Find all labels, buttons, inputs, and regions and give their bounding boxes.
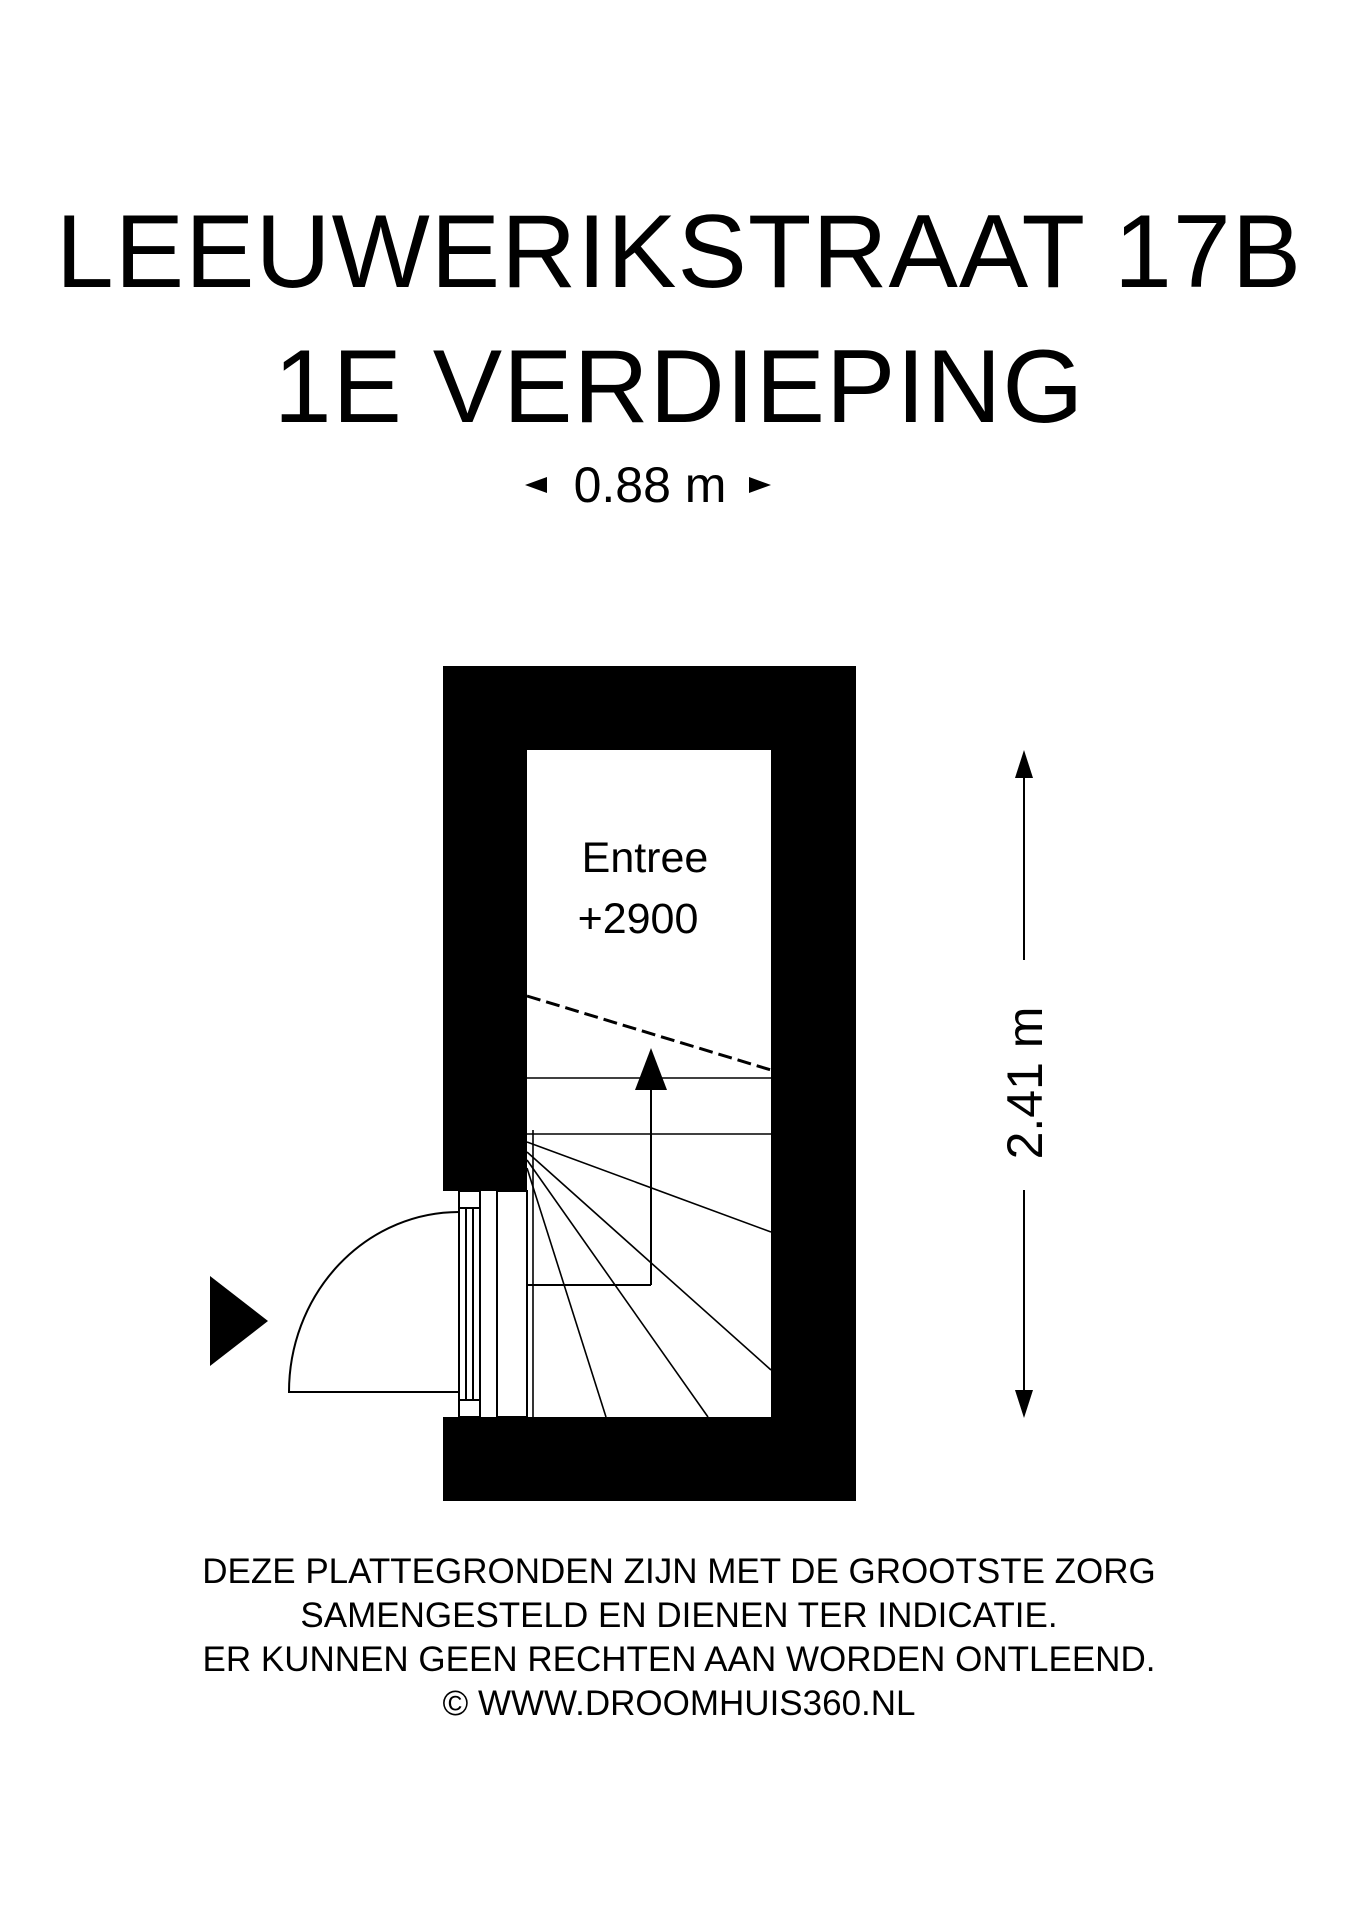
staircase — [527, 996, 771, 1417]
wall-bottom — [443, 1417, 856, 1501]
height-arrow-top — [1015, 750, 1033, 778]
stair-tread — [527, 1168, 606, 1417]
copyright-line: © WWW.DROOMHUIS360.NL — [442, 1684, 916, 1723]
door-frame — [459, 1191, 527, 1417]
width-arrow-right — [749, 477, 771, 493]
address-title: LEEUWERIKSTRAAT 17B — [55, 194, 1303, 310]
disclaimer-line: ER KUNNEN GEEN RECHTEN AAN WORDEN ONTLEEND. — [202, 1640, 1156, 1679]
disclaimer — [0, 1550, 1358, 1726]
stair-up-arrow-icon — [635, 1048, 667, 1090]
room-level: +2900 — [577, 895, 699, 943]
door-swing — [289, 1212, 460, 1392]
wall-left-lower — [443, 1417, 459, 1501]
height-dimension — [997, 750, 1053, 1418]
width-arrow-left — [525, 477, 547, 493]
stair-tread — [527, 1142, 771, 1232]
door-frame-outer — [459, 1191, 480, 1417]
width-label: 0.88 m — [573, 457, 727, 513]
entrance-arrow-icon — [210, 1276, 268, 1366]
door-jamb — [497, 1191, 527, 1417]
floor-title: 1E VERDIEPING — [273, 329, 1085, 445]
wall-right — [771, 666, 856, 1501]
height-arrow-bottom — [1015, 1390, 1033, 1418]
room-name: Entree — [581, 834, 709, 882]
disclaimer-line: DEZE PLATTEGRONDEN ZIJN MET DE GROOTSTE ZORG — [202, 1552, 1156, 1591]
height-label: 2.41 m — [997, 1006, 1053, 1160]
wall-left-upper — [443, 666, 527, 1191]
width-dimension — [525, 457, 771, 513]
disclaimer-line: SAMENGESTELD EN DIENEN TER INDICATIE. — [300, 1596, 1058, 1635]
stair-tread — [527, 1152, 771, 1370]
